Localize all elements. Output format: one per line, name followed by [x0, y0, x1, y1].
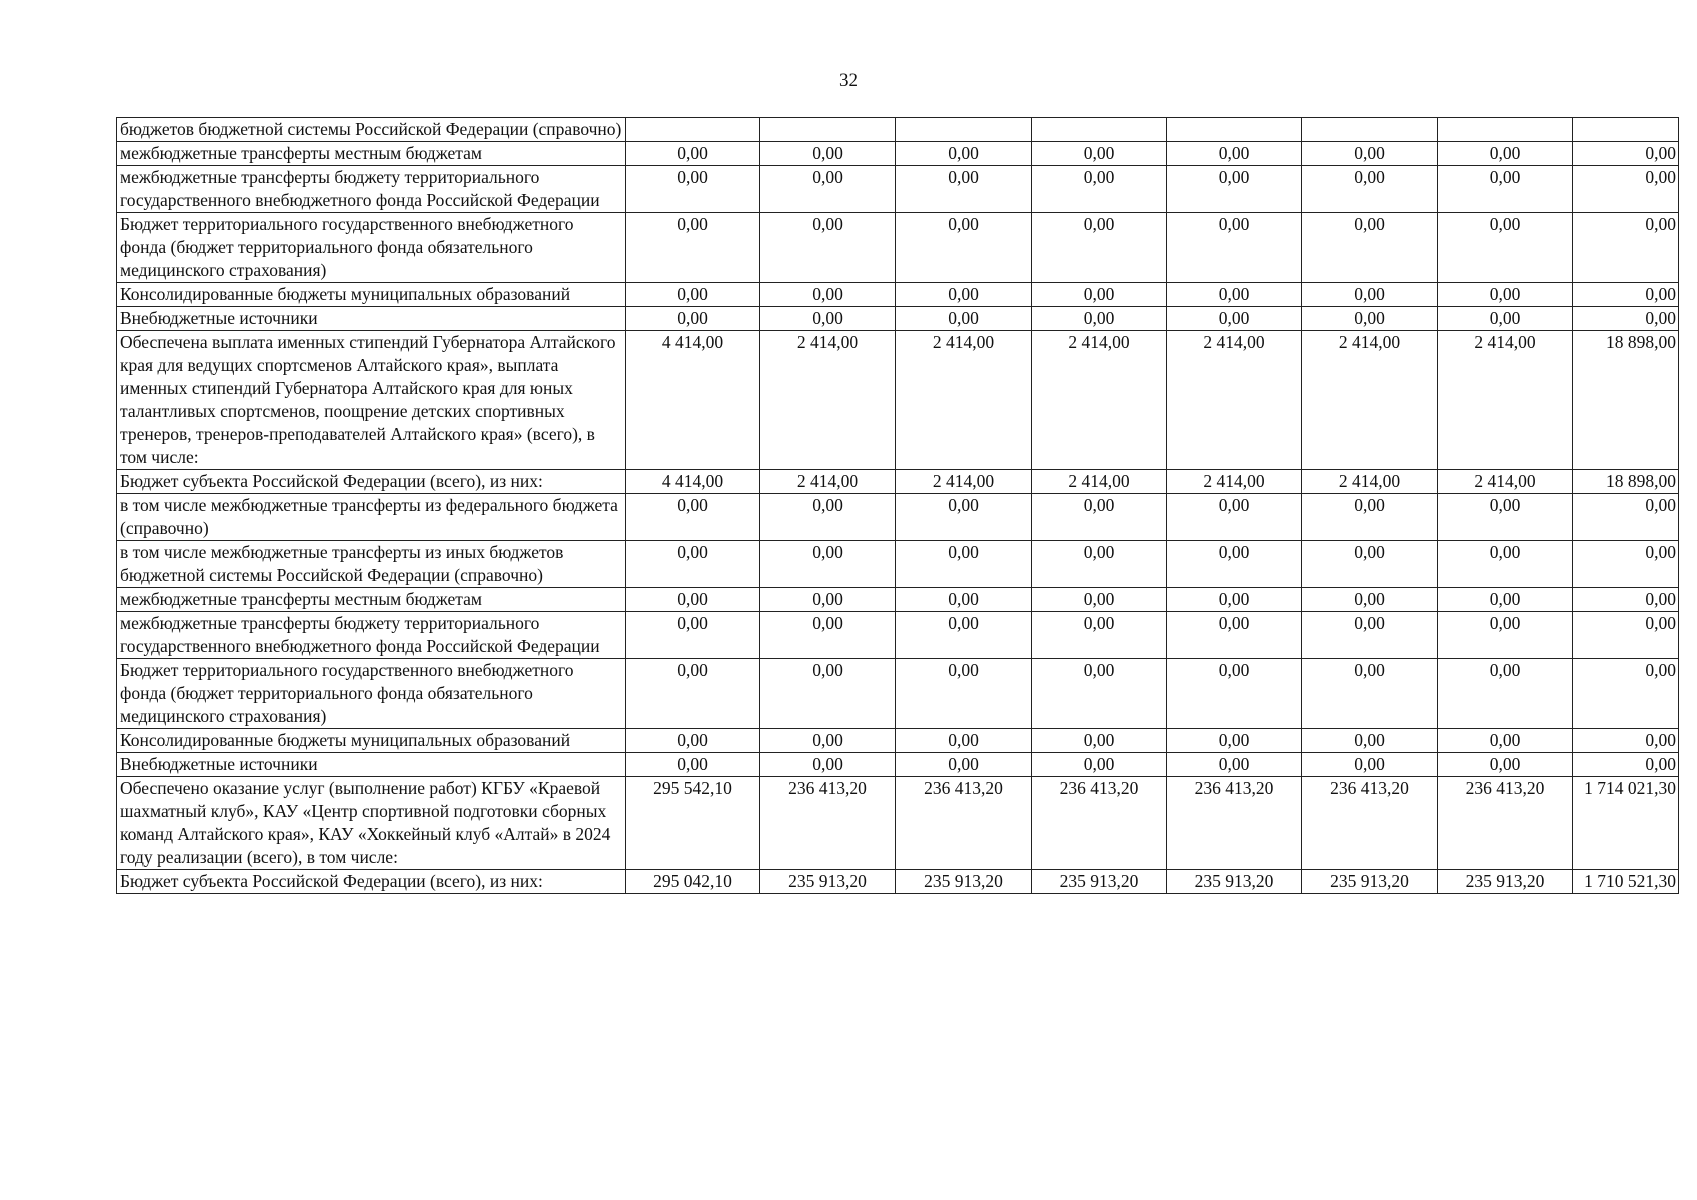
row-label: Консолидированные бюджеты муниципальных образований [117, 283, 626, 307]
row-value: 0,00 [1438, 494, 1573, 541]
row-value: 0,00 [760, 541, 896, 588]
row-value: 2 414,00 [1438, 470, 1573, 494]
row-value: 2 414,00 [760, 331, 896, 470]
row-label: Внебюджетные источники [117, 307, 626, 331]
row-value: 295 542,10 [626, 777, 760, 870]
row-value: 295 042,10 [626, 870, 760, 894]
row-value: 0,00 [626, 213, 760, 283]
row-value: 2 414,00 [1167, 331, 1302, 470]
row-label: Бюджет субъекта Российской Федерации (всего), из них: [117, 470, 626, 494]
row-value: 0,00 [896, 753, 1032, 777]
row-value: 0,00 [1032, 588, 1167, 612]
row-value: 0,00 [626, 753, 760, 777]
row-value: 235 913,20 [1438, 870, 1573, 894]
row-total-value: 0,00 [1573, 166, 1679, 213]
row-value: 0,00 [1167, 612, 1302, 659]
row-value: 0,00 [1167, 166, 1302, 213]
row-value: 0,00 [1302, 612, 1438, 659]
row-value: 0,00 [896, 588, 1032, 612]
row-value: 236 413,20 [1032, 777, 1167, 870]
row-label: бюджетов бюджетной системы Российской Федерации (справочно) [117, 118, 626, 142]
row-value: 0,00 [626, 283, 760, 307]
row-total-value: 0,00 [1573, 283, 1679, 307]
row-value: 0,00 [1032, 541, 1167, 588]
row-value: 0,00 [760, 753, 896, 777]
row-value: 0,00 [1438, 753, 1573, 777]
row-value: 0,00 [1032, 753, 1167, 777]
row-value: 0,00 [896, 142, 1032, 166]
row-value: 0,00 [896, 659, 1032, 729]
row-value: 0,00 [1438, 612, 1573, 659]
table-row [117, 777, 1679, 870]
row-value: 0,00 [1302, 307, 1438, 331]
row-value: 0,00 [626, 494, 760, 541]
budget-table-body [117, 118, 1679, 894]
table-row [117, 331, 1679, 470]
row-value: 0,00 [760, 588, 896, 612]
row-total-value: 18 898,00 [1573, 470, 1679, 494]
row-value: 0,00 [1167, 541, 1302, 588]
row-value: 236 413,20 [896, 777, 1032, 870]
row-value: 4 414,00 [626, 470, 760, 494]
row-label: в том числе межбюджетные трансферты из иных бюджетов бюджетной системы Российской Федерации (справочно) [117, 541, 626, 588]
table-row [117, 142, 1679, 166]
row-value: 0,00 [896, 283, 1032, 307]
row-total-value: 0,00 [1573, 494, 1679, 541]
row-total-value [1573, 118, 1679, 142]
row-value: 0,00 [1302, 213, 1438, 283]
page-number: 32 [839, 70, 858, 91]
table-row [117, 870, 1679, 894]
row-value: 0,00 [1167, 307, 1302, 331]
row-value: 0,00 [626, 166, 760, 213]
row-value: 0,00 [626, 541, 760, 588]
row-value: 0,00 [626, 142, 760, 166]
row-value: 0,00 [1032, 142, 1167, 166]
row-value: 0,00 [760, 142, 896, 166]
row-value: 0,00 [1032, 659, 1167, 729]
row-label: Внебюджетные источники [117, 753, 626, 777]
row-value: 2 414,00 [1167, 470, 1302, 494]
row-label: межбюджетные трансферты бюджету территориального государственного внебюджетного фонда Российской Федерации [117, 612, 626, 659]
row-value: 0,00 [896, 213, 1032, 283]
row-value: 236 413,20 [760, 777, 896, 870]
row-value: 0,00 [1167, 213, 1302, 283]
row-value: 236 413,20 [1438, 777, 1573, 870]
row-total-value: 0,00 [1573, 213, 1679, 283]
row-value: 0,00 [1032, 729, 1167, 753]
row-total-value: 18 898,00 [1573, 331, 1679, 470]
row-value: 0,00 [1167, 753, 1302, 777]
row-value: 0,00 [760, 213, 896, 283]
table-row [117, 588, 1679, 612]
row-value: 4 414,00 [626, 331, 760, 470]
table-row [117, 166, 1679, 213]
row-total-value: 0,00 [1573, 588, 1679, 612]
table-row [117, 659, 1679, 729]
row-total-value: 1 714 021,30 [1573, 777, 1679, 870]
row-value: 0,00 [1032, 166, 1167, 213]
row-total-value: 1 710 521,30 [1573, 870, 1679, 894]
row-value: 0,00 [1438, 541, 1573, 588]
row-value: 0,00 [896, 166, 1032, 213]
row-value: 0,00 [760, 494, 896, 541]
table-row [117, 213, 1679, 283]
row-value: 0,00 [896, 729, 1032, 753]
row-value: 0,00 [1032, 612, 1167, 659]
row-value: 0,00 [626, 729, 760, 753]
table-row [117, 612, 1679, 659]
row-value: 2 414,00 [896, 470, 1032, 494]
row-value: 0,00 [1302, 494, 1438, 541]
row-total-value: 0,00 [1573, 307, 1679, 331]
row-value: 0,00 [1302, 283, 1438, 307]
row-value: 0,00 [1167, 729, 1302, 753]
row-value: 0,00 [896, 494, 1032, 541]
row-value: 236 413,20 [1167, 777, 1302, 870]
row-value: 235 913,20 [1032, 870, 1167, 894]
row-value: 0,00 [1167, 588, 1302, 612]
row-value [626, 118, 760, 142]
row-total-value: 0,00 [1573, 142, 1679, 166]
row-label: Бюджет территориального государственного внебюджетного фонда (бюджет территориального фонда обязательного медицинского страхования) [117, 213, 626, 283]
row-value: 235 913,20 [760, 870, 896, 894]
row-value: 0,00 [760, 166, 896, 213]
row-value: 2 414,00 [1302, 331, 1438, 470]
row-value: 0,00 [1032, 283, 1167, 307]
table-row [117, 283, 1679, 307]
row-value [760, 118, 896, 142]
row-value: 0,00 [1032, 307, 1167, 331]
table-row [117, 470, 1679, 494]
row-value: 235 913,20 [896, 870, 1032, 894]
row-label: Консолидированные бюджеты муниципальных образований [117, 729, 626, 753]
row-value: 0,00 [896, 307, 1032, 331]
row-total-value: 0,00 [1573, 612, 1679, 659]
row-value: 0,00 [1302, 753, 1438, 777]
row-value: 0,00 [1302, 588, 1438, 612]
row-value: 0,00 [1302, 659, 1438, 729]
row-value: 235 913,20 [1302, 870, 1438, 894]
row-label: в том числе межбюджетные трансферты из федерального бюджета (справочно) [117, 494, 626, 541]
row-value: 0,00 [1438, 659, 1573, 729]
row-value: 0,00 [1438, 142, 1573, 166]
row-label: Обеспечено оказание услуг (выполнение работ) КГБУ «Краевой шахматный клуб», КАУ «Центр спортивной подготовки сборных команд Алтайского края», КАУ «Хоккейный клуб «Алтай» в 2024 году реализации (всего), в том числе: [117, 777, 626, 870]
row-total-value: 0,00 [1573, 729, 1679, 753]
row-label: межбюджетные трансферты бюджету территориального государственного внебюджетного фонда Российской Федерации [117, 166, 626, 213]
row-value: 0,00 [760, 283, 896, 307]
row-label: Бюджет территориального государственного внебюджетного фонда (бюджет территориального фонда обязательного медицинского страхования) [117, 659, 626, 729]
row-label: межбюджетные трансферты местным бюджетам [117, 588, 626, 612]
row-value: 0,00 [626, 612, 760, 659]
row-total-value: 0,00 [1573, 753, 1679, 777]
row-value: 0,00 [1438, 166, 1573, 213]
row-value: 0,00 [1302, 142, 1438, 166]
row-value: 0,00 [760, 729, 896, 753]
row-value: 0,00 [1167, 142, 1302, 166]
row-value: 0,00 [1438, 213, 1573, 283]
row-value: 0,00 [626, 659, 760, 729]
row-value: 2 414,00 [896, 331, 1032, 470]
row-value [1032, 118, 1167, 142]
row-value: 0,00 [1438, 283, 1573, 307]
row-value: 0,00 [760, 612, 896, 659]
row-value: 235 913,20 [1167, 870, 1302, 894]
row-value: 0,00 [896, 541, 1032, 588]
row-value: 0,00 [1302, 166, 1438, 213]
row-value: 0,00 [1438, 588, 1573, 612]
row-value: 2 414,00 [1438, 331, 1573, 470]
row-value: 236 413,20 [1302, 777, 1438, 870]
row-value: 0,00 [1438, 307, 1573, 331]
table-row [117, 307, 1679, 331]
row-label: межбюджетные трансферты местным бюджетам [117, 142, 626, 166]
row-value [1167, 118, 1302, 142]
budget-table [116, 117, 1679, 894]
row-value: 0,00 [760, 659, 896, 729]
row-value [1438, 118, 1573, 142]
table-row [117, 541, 1679, 588]
row-value: 0,00 [626, 307, 760, 331]
row-total-value: 0,00 [1573, 659, 1679, 729]
table-row [117, 118, 1679, 142]
row-value: 0,00 [1032, 494, 1167, 541]
row-value: 0,00 [1032, 213, 1167, 283]
row-value: 0,00 [1302, 729, 1438, 753]
row-value: 0,00 [896, 612, 1032, 659]
row-value: 2 414,00 [1032, 331, 1167, 470]
row-value: 0,00 [1167, 659, 1302, 729]
row-value [896, 118, 1032, 142]
row-value: 0,00 [760, 307, 896, 331]
row-value: 0,00 [1302, 541, 1438, 588]
table-row [117, 729, 1679, 753]
row-value: 2 414,00 [760, 470, 896, 494]
row-label: Обеспечена выплата именных стипендий Губернатора Алтайского края для ведущих спортсменов Алтайского края», выплата именных стипендий Губернатора Алтайского края для юных талантливых спортсменов, поощрение детских спортивных тренеров, тренеров-преподавателей Алтайского края» (всего), в том числе: [117, 331, 626, 470]
row-total-value: 0,00 [1573, 541, 1679, 588]
row-value: 0,00 [1167, 494, 1302, 541]
table-row [117, 753, 1679, 777]
row-value: 0,00 [626, 588, 760, 612]
row-value: 2 414,00 [1032, 470, 1167, 494]
row-value [1302, 118, 1438, 142]
table-row [117, 494, 1679, 541]
row-label: Бюджет субъекта Российской Федерации (всего), из них: [117, 870, 626, 894]
row-value: 0,00 [1167, 283, 1302, 307]
row-value: 2 414,00 [1302, 470, 1438, 494]
row-value: 0,00 [1438, 729, 1573, 753]
